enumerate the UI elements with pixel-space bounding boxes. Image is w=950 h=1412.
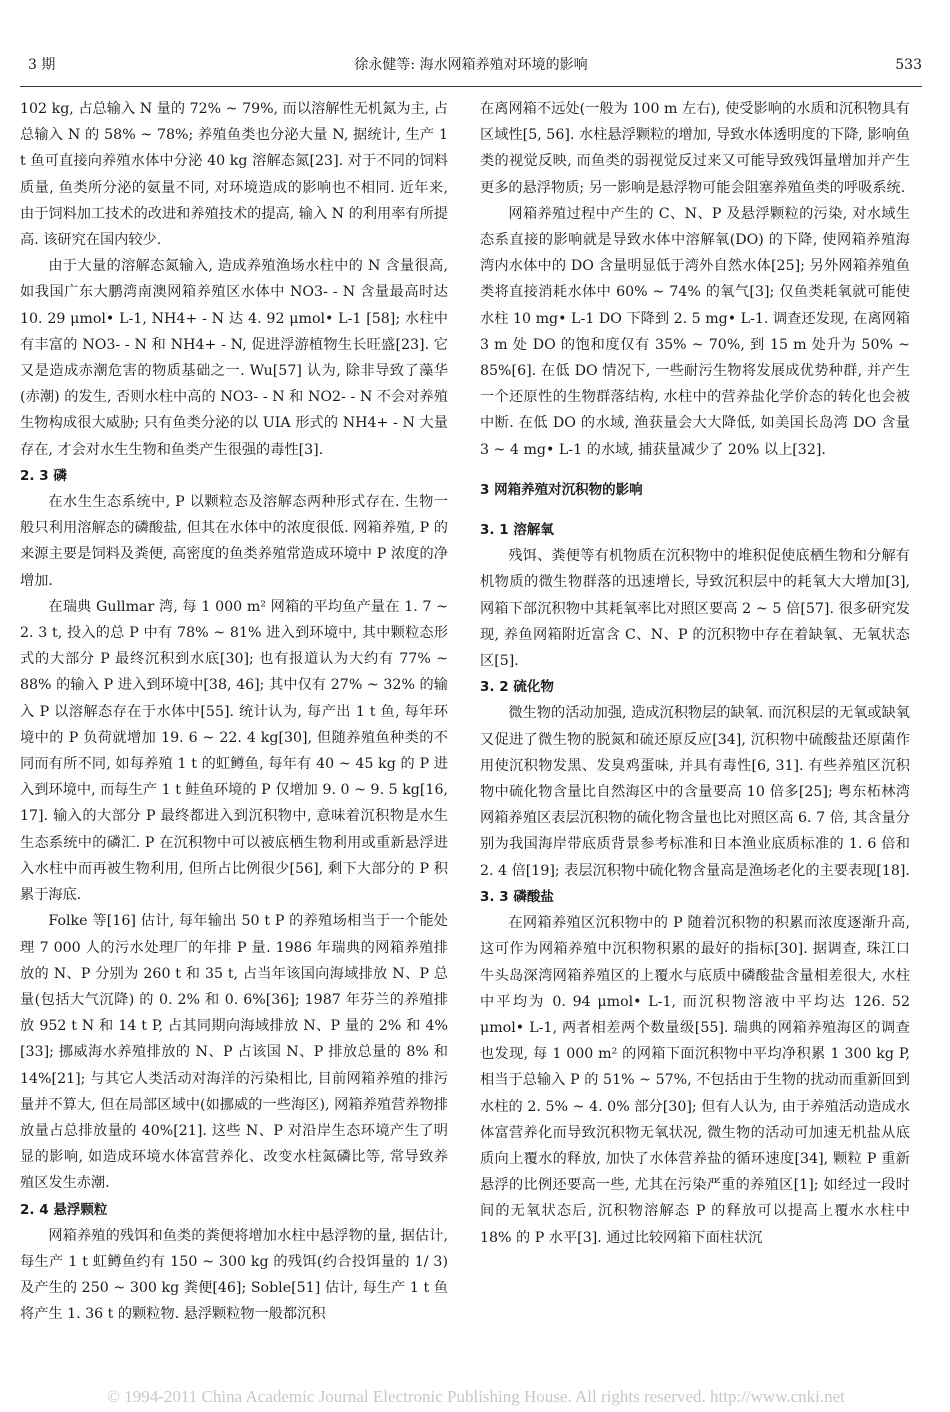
section-heading: 3. 1 溶解氧 xyxy=(480,522,554,539)
section-heading: 2. 4 悬浮颗粒 xyxy=(20,1201,108,1218)
body-paragraph: 残饵、粪便等有机物质在沉积物中的堆积促使底栖生物和分解有机物质的微生物群落的迅速增长, 导致沉积层中的耗氧大大增加[3], 网箱下部沉积物中其耗氧率比对照区要高 2 ~ 5 倍[57]. 很多研究发现, 养鱼网箱附近富含 C、N、P 的沉积物中存在着缺氧、无氧状态区[5]. xyxy=(480,548,910,670)
left-column xyxy=(20,96,448,1388)
running-header xyxy=(20,50,922,80)
body-paragraph: 由于大量的溶解态氮输入, 造成养殖渔场水柱中的 N 含量很高, 如我国广东大鹏湾南澳网箱养殖区水体中 NO3- - N 含量最高时达 10. 29 μmol• L-1, NH4+ - N 达 4. 92 μmol• L-1 [58]; 水柱中有丰富的 NO3- - N 和 NH4+ - N, 促进浮游植物生长旺盛[23]. 它又是造成赤潮危害的物质基础之一. Wu[57] 认为, 除非导致了藻华(赤潮) 的发生, 否则水柱中高的 NO3- - N 和 NO2- - N 不会对养殖生物构成很大威胁; 只有鱼类分泌的以 UIA 形式的 NH4+ - N 大量存在, 才会对水生生物和鱼类产生很强的毒性[3]. xyxy=(20,258,448,458)
body-paragraph: 在网箱养殖区沉积物中的 P 随着沉积物的积累而浓度逐渐升高, 这可作为网箱养殖中沉积物积累的最好的指标[30]. 据调查, 珠江口牛头岛深湾网箱养殖区的上覆水与底质中磷酸盐含量相差很大, 水柱中平均为 0. 94 μmol• L-1, 而沉积物溶液中平均达 126. 52 μmol• L-1, 两者相差两个数量级[55]. 瑞典的网箱养殖海区的调查也发现, 每 1 000 m² 的网箱下面沉积物中平均净积累 1 300 kg P, 相当于总输入 P 的 51% ~ 57%, 不包括由于生物的扰动而重新回到水柱的 2. 5% ~ 4. 0% 部分[30]; 但有人认为, 由于养殖活动造成水体富营养化而导致沉积物无氧状况, 微生物的活动可加速无机盐从底质向上覆水的释放, 加快了水体营养盐的循环速度[34], 颗粒 P 重新悬浮的比例还要高一些, 尤其在污染严重的养殖区[1]; 如经过一段时间的无氧状态后, 沉积物溶解态 P 的释放可以提高上覆水水柱中 18% 的 P 水平[3]. 通过比较网箱下面柱状沉 xyxy=(480,915,910,1246)
issue-number: 3 期 xyxy=(28,57,56,73)
body-paragraph: 微生物的活动加强, 造成沉积物层的缺氧. 而沉积层的无氧或缺氧又促进了微生物的脱氮和硫还原反应[34], 沉积物中硫酸盐还原菌作用使沉积物发黑、发臭鸡蛋味, 并具有毒性[6, 31]. 有些养殖区沉积物中硫化物含量比自然海区中的含量要高 10 倍多[25]; 粤东柘林湾网箱养殖区表层沉积物的硫化物含量也比对照区高 6. 7 倍, 其含量分别为我国海岸带底质背景参考标准和日本渔业底质标准的 1. 6 倍和 2. 4 倍[19]; 表层沉积物中硫化物含量高是渔场老化的主要表现[18]. xyxy=(480,705,910,879)
right-column xyxy=(480,96,910,1388)
section-heading: 2. 3 磷 xyxy=(20,467,67,484)
body-paragraph: 网箱养殖过程中产生的 C、N、P 及悬浮颗粒的污染, 对水域生态系直接的影响就是导致水体中溶解氧(DO) 的下降, 使网箱养殖海湾内水体中的 DO 含量明显低于湾外自然水体[25]; 另外网箱养殖鱼类将直接消耗水体中 60% ~ 74% 的氧气[3]; 仅鱼类耗氧就可能使水柱 10 mg• L-1 DO 下降到 2. 5 mg• L-1. 调查还发现, 在离网箱 3 m 处 DO 的饱和度仅有 35% ~ 70%, 到 15 m 处升为 50% ~ 85%[6]. 在低 DO 情况下, 一些耐污生物将发展成优势种群, 并产生一个还原性的生物群落结构, 水柱中的营养盐化学价态的转化也会被中断. 在低 DO 的水域, 渔获量会大大降低, 如美国长岛湾 DO 含量 3 ~ 4 mg• L-1 的水域, 捕获量减少了 20% 以上[32]. xyxy=(480,205,910,458)
body-paragraph: 在水生生态系统中, P 以颗粒态及溶解态两种形式存在. 生物一般只利用溶解态的磷酸盐, 但其在水体中的浓度很低. 网箱养殖, P 的来源主要是饲料及粪便, 高密度的鱼类养殖常造成环境中 P 浓度的净增加. xyxy=(20,494,448,589)
section-heading: 3. 3 磷酸盐 xyxy=(480,888,554,905)
header-rule xyxy=(20,86,922,87)
section-heading: 3. 2 硫化物 xyxy=(480,679,554,696)
page-number: 533 xyxy=(895,57,922,73)
spacer xyxy=(480,463,910,477)
spacer xyxy=(480,503,910,517)
body-paragraph: 102 kg, 占总输入 N 量的 72% ~ 79%, 而以溶解性无机氮为主, 占总输入 N 的 58% ~ 78%; 养殖鱼类也分泌大量 N, 据统计, 生产 1 t 鱼可直接向养殖水体中分泌 40 kg 溶解态氮[23]. 对于不同的饲料质量, 鱼类所分泌的氨量不同, 对环境造成的影响也不相同. 近年来, 由于饲料加工技术的改进和养殖技术的提高, 输入 N 的利用率有所提高. 该研究在国内较少. xyxy=(20,101,448,249)
section-heading: 3 网箱养殖对沉积物的影响 xyxy=(480,481,643,498)
body-paragraph: 在瑞典 Gullmar 湾, 每 1 000 m² 网箱的平均鱼产量在 1. 7 ~ 2. 3 t, 投入的总 P 中有 78% ~ 81% 进入到环境中, 其中颗粒态形式的大部分 P 最终沉积到水底[30]; 也有报道认为大约有 77% ~ 88% 的输入 P 进入到环境中[38, 46]; 其中仅有 27% ~ 32% 的输入 P 以溶解态存在于水体中[55]. 统计认为, 每产出 1 t 鱼, 每年环境中的 P 负荷就增加 19. 6 ~ 22. 4 kg[30], 但随养殖鱼种类的不同而有所不同, 如每养殖 1 t 的虹鳟鱼, 每年有 40 ~ 45 kg 的 P 进入到环境中, 而每生产 1 t 鲑鱼环境的 P 仅增加 9. 0 ~ 9. 5 kg[16, 17]. 输入的大部分 P 最终都进入到沉积物中, 意味着沉积物是水生生态系统中的磷汇. P 在沉积物中可以被底栖生物利用或重新悬浮进入水柱中而再被生物利用, 但所占比例很少[56], 剩下大部分的 P 积累于海底. xyxy=(20,598,448,904)
body-paragraph: 网箱养殖的残饵和鱼类的粪便将增加水柱中悬浮物的量, 据估计, 每生产 1 t 虹鳟鱼约有 150 ~ 300 kg 的残饵(约合投饵量的 1/ 3) 及产生的 250 ~ 300 kg 粪便[46]; Soble[51] 估计, 每生产 1 t 鱼将产生 1. 36 t 的颗粒物. 悬浮颗粒物一般都沉积 xyxy=(20,1227,448,1323)
body-paragraph: 在离网箱不远处(一般为 100 m 左右), 使受影响的水质和沉积物具有区域性[5, 56]. 水柱悬浮颗粒的增加, 导致水体透明度的下降, 影响鱼类的视觉反映, 而鱼类的弱视觉反过来又可能导致残饵量增加并产生更多的悬浮物质; 另一影响是悬浮物可能会阻塞养殖鱼类的呼吸系统. xyxy=(480,101,910,196)
copyright-footer: © 1994-2011 China Academic Journal Electronic Publishing House. All rights reserved. http://www.cnki.net xyxy=(107,1387,845,1406)
running-title: 徐永健等: 海水网箱养殖对环境的影响 xyxy=(354,57,588,73)
body-paragraph: Folke 等[16] 估计, 每年输出 50 t P 的养殖场相当于一个能处理 7 000 人的污水处理厂的年排 P 量. 1986 年瑞典的网箱养殖排放的 N、P 分别为 260 t 和 35 t, 占当年该国向海域排放 N、P 总量(包括大气沉降) 的 0. 2% 和 0. 6%[36]; 1987 年芬兰的养殖排放 952 t N 和 14 t P, 占其同期向海域排放 N、P 量的 2% 和 4%[33]; 挪威海水养殖排放的 N、P 占该国 N、P 排放总量的 8% 和 14%[21]; 与其它人类活动对海洋的污染相比, 目前网箱养殖的排污量并不算大, 但在局部区域中(如挪威的一些海区), 网箱养殖营养物排放量占总排放量的 40%[21]. 这些 N、P 对沿岸生态环境产生了明显的影响, 如造成环境水体富营养化、改变水柱氮磷比等, 常导致养殖区发生赤潮. xyxy=(20,913,448,1192)
